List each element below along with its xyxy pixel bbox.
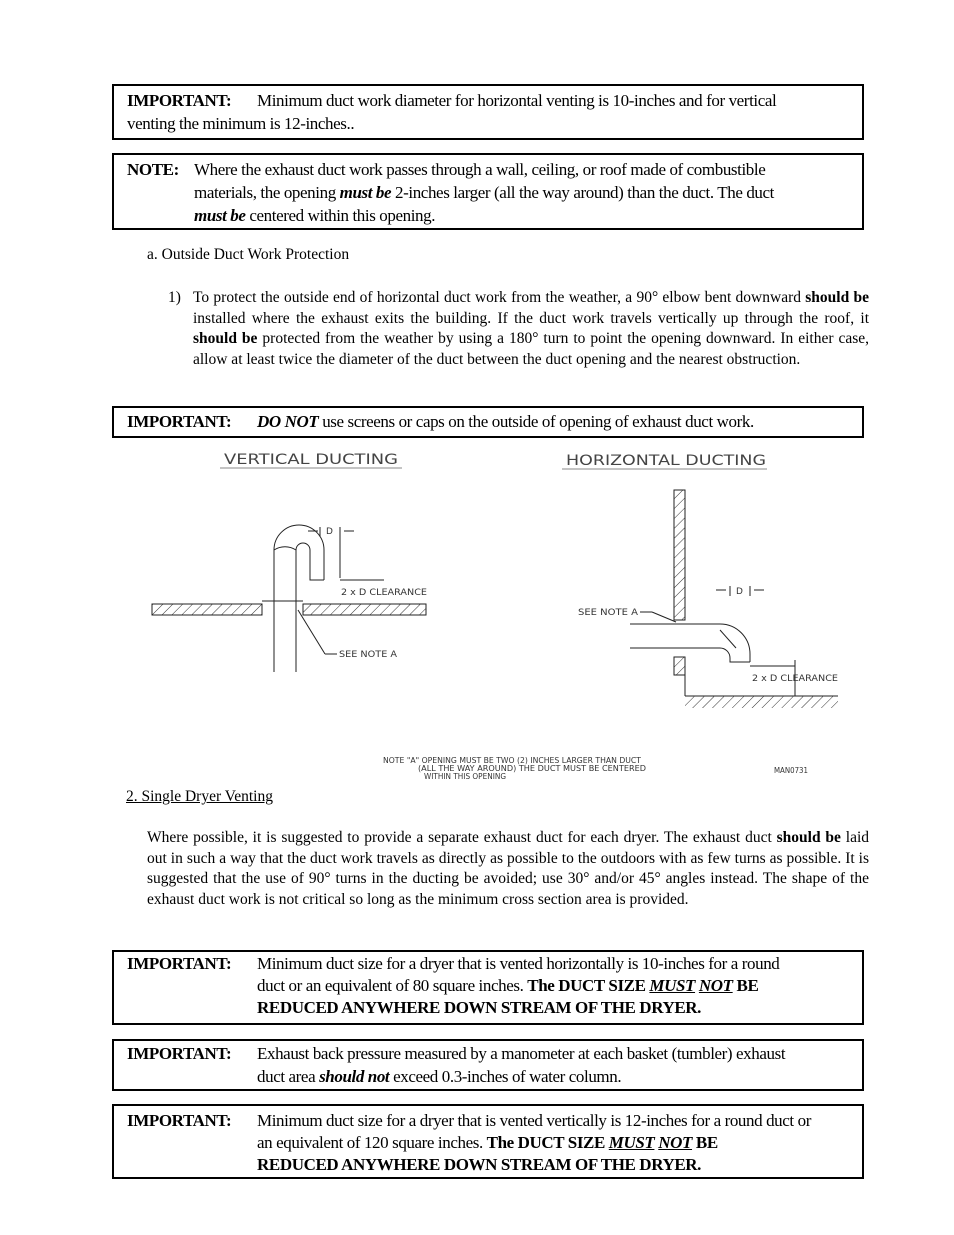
clearance-label: 2 x D CLEARANCE xyxy=(341,588,427,598)
important-box-horizontal-size xyxy=(112,950,864,1025)
note-box-combustible xyxy=(112,153,864,230)
important-box-back-pressure xyxy=(112,1039,864,1091)
important-label: IMPORTANT: xyxy=(127,954,232,973)
wall xyxy=(674,490,685,620)
horizontal-duct-inner xyxy=(630,648,750,662)
note-text-line1: Where the exhaust duct work passes through a wall, ceiling, or roof made of combustible xyxy=(194,160,766,179)
clearance-label-horizontal: 2 x D CLEARANCE xyxy=(752,674,838,684)
important-text-line3: REDUCED ANYWHERE DOWN STREAM OF THE DRYER. xyxy=(257,1155,702,1174)
see-note-a-label-horizontal: SEE NOTE A xyxy=(578,608,639,618)
important-text-line2: duct area should not exceed 0.3-inches of water column. xyxy=(257,1067,622,1086)
section-a-heading: a. Outside Duct Work Protection xyxy=(147,246,350,263)
important-label: IMPORTANT: xyxy=(127,91,232,110)
important-text: Minimum duct work diameter for horizontal venting is 10-inches and for vertical xyxy=(257,91,777,110)
important-box-vertical-size xyxy=(112,1104,864,1179)
note-text-line2: materials, the opening must be 2-inches larger (all the way around) than the duct. The duct xyxy=(194,183,775,202)
item-1-text: To protect the outside end of horizontal duct work from the weather, a 90° elbow bent downward should be installed where the exhaust exits the building. If the duct work travels vertically up through the roof, it should be protected from the weather by using a 180° turn to point the opening downward. In either case, allow at least twice the diameter of the duct between the duct opening and the nearest obstruction. xyxy=(193,289,870,368)
dimension-d-label-horizontal: D xyxy=(736,587,743,597)
note-label: NOTE: xyxy=(127,160,179,179)
see-note-a-label: SEE NOTE A xyxy=(339,650,398,660)
roof-slab xyxy=(152,604,262,615)
single-dryer-paragraph: Where possible, it is suggested to provide a separate exhaust duct for each dryer. The exhaust duct should be laid out in such a way that the duct work travels as directly as possible to the outdoors with as few turns as possible. It is suggested that the use of 90° turns in the ducting be avoided; use 30° and/or 45° angles instead. The shape of the exhaust duct work is not critical so long as the minimum cross section area is provided. xyxy=(147,829,870,908)
item-1-number: 1) xyxy=(168,289,181,306)
important-text-line2: venting the minimum is 12-inches.. xyxy=(127,114,355,133)
note-a-line3: WITHIN THIS OPENING xyxy=(424,772,507,781)
vertical-ducting-title: VERTICAL DUCTING xyxy=(224,452,398,468)
dimension-d-label: D xyxy=(326,527,333,537)
important-text-line1: Minimum duct size for a dryer that is vented vertically is 12-inches for a round duct or xyxy=(257,1111,811,1130)
note-a-line1: NOTE "A" OPENING MUST BE TWO (2) INCHES LARGER THAN DUCT xyxy=(383,756,642,765)
important-text-line3: REDUCED ANYWHERE DOWN STREAM OF THE DRYER. xyxy=(257,998,702,1017)
important-box-min-diameter xyxy=(112,84,864,140)
important-text-line1: Exhaust back pressure measured by a manometer at each basket (tumbler) exhaust xyxy=(257,1044,786,1063)
important-label: IMPORTANT: xyxy=(127,412,232,431)
important-text-line1: Minimum duct size for a dryer that is vented horizontally is 10-inches for a round xyxy=(257,954,780,973)
note-a-line2: (ALL THE WAY AROUND) THE DUCT MUST BE CENTERED xyxy=(418,764,647,773)
wall-lower xyxy=(674,657,685,675)
important-label: IMPORTANT: xyxy=(127,1044,232,1063)
note-text-line3: must be centered within this opening. xyxy=(194,206,436,225)
ground xyxy=(685,696,838,708)
important-text: DO NOT use screens or caps on the outside of opening of exhaust duct work. xyxy=(257,412,754,431)
important-text-line2: an equivalent of 120 square inches. The DUCT SIZE MUST NOT BE xyxy=(257,1133,718,1152)
section-2-heading: 2. Single Dryer Venting xyxy=(126,788,273,805)
important-text-line2: duct or an equivalent of 80 square inches. The DUCT SIZE MUST NOT BE xyxy=(257,976,759,995)
ducting-diagram xyxy=(0,440,954,790)
horizontal-ducting-title: HORIZONTAL DUCTING xyxy=(566,453,766,469)
drawing-code: MAN0731 xyxy=(774,766,809,775)
important-box-no-screens xyxy=(112,406,864,438)
important-label: IMPORTANT: xyxy=(127,1111,232,1130)
roof-slab-right xyxy=(303,604,426,615)
